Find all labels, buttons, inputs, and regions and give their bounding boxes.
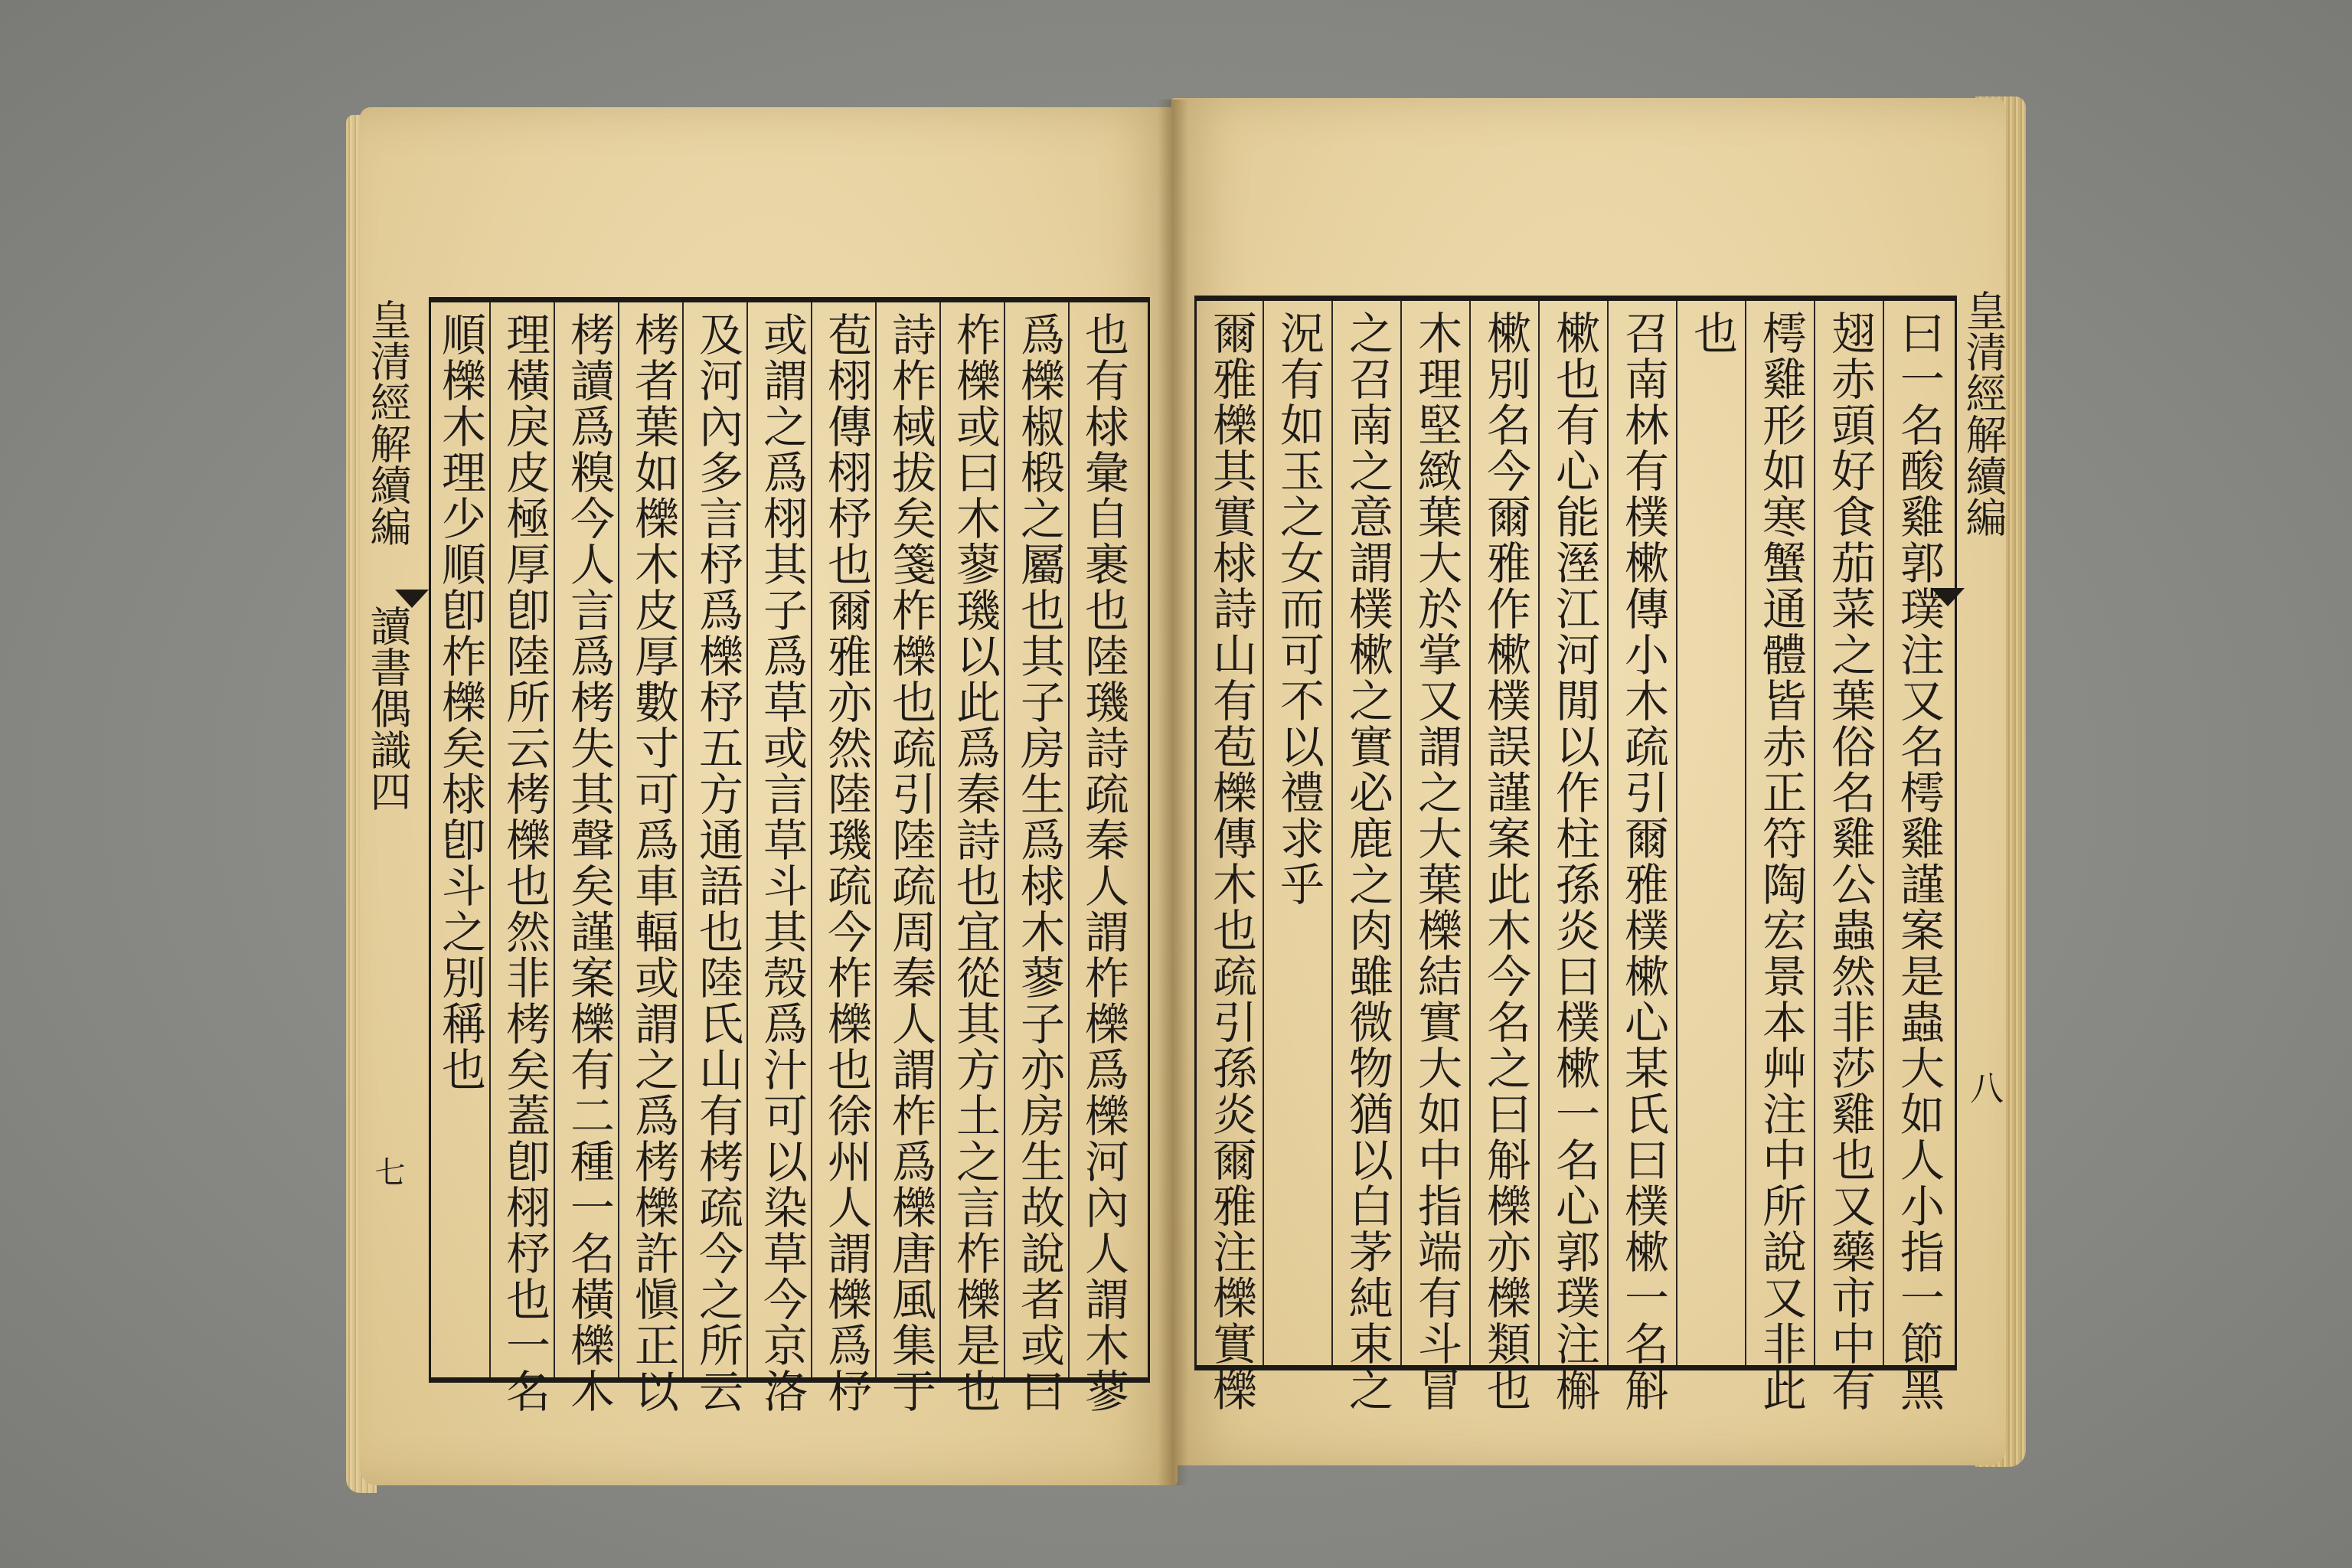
right-text-column: 也 [1686,310,1738,356]
left-margin-page-number: 七 [370,1156,405,1187]
left-text-column: 詩柞棫拔矣箋柞櫟也疏引陸疏周秦人謂柞爲櫟唐風集于 [884,312,936,1414]
left-text-column: 或謂之爲栩其子爲草或言草斗其殼爲汁可以染草今京洛 [756,312,808,1414]
left-margin-subtitle: 讀書偶識四 [364,605,412,812]
left-text-column: 柞櫟或曰木蓼璣以此爲秦詩也宜從其方土之言柞櫟是也 [949,312,1001,1414]
left-text-column: 爲櫟椒椴之屬也其子房生爲梂木蓼子亦房生故說者或曰 [1013,312,1065,1414]
right-text-column: 樕也有心能溼江河閒以作柱孫炎曰樸樕一名心郭璞注槲 [1548,310,1600,1413]
left-text-column: 苞栩傳栩杼也爾雅亦然陸璣疏今柞櫟也徐州人謂櫟爲杼 [820,312,872,1414]
left-margin-title: 皇清經解續編 [364,299,412,547]
right-text-column: 之召南之意謂樸樕之實必鹿之肉雖微物猶以白茅純束之 [1341,310,1393,1413]
right-text-column: 翅赤頭好食茄菜之葉俗名雞公蟲然非莎雞也又藥市中有 [1824,310,1876,1413]
right-text-column: 召南林有樸樕傳小木疏引爾雅樸樕心某氏曰樸樕一名斛 [1617,310,1669,1413]
right-margin-page-number: 八 [1964,1070,2003,1104]
book-gutter [1158,100,1188,1485]
left-text-block [429,297,1150,1414]
left-text-column: 栲讀爲糗今人言爲栲失其聲矣謹案櫟有二種一名橫櫟木 [563,312,615,1414]
left-text-column: 順櫟木理少順卽柞櫟矣梂卽斗之別稱也 [434,312,486,1093]
left-text-column: 栲者葉如櫟木皮厚數寸可爲車輻或謂之爲栲櫟許愼正以 [627,312,679,1414]
left-text-column: 也有梂彙自裹也陸璣詩疏秦人謂柞櫟爲櫟河內人謂木蓼 [1077,312,1129,1414]
right-text-column: 曰一名酸雞郭璞注又名樗雞謹案是蟲大如人小指一節黑 [1893,310,1945,1413]
right-text-block [1194,296,1957,1413]
left-text-column: 及河內多言杼爲櫟杼五方通語也陸氏山有栲疏今之所云 [691,312,743,1414]
right-text-column: 樗雞形如寒蟹通體皆赤正符陶宏景本艸注中所說又非此 [1755,310,1807,1413]
left-text-column: 理橫戾皮極厚卽陸所云栲櫟也然非栲矣蓋卽栩杼也一名 [498,312,550,1414]
right-margin-title: 皇清經解續編 [1959,289,2007,537]
right-fishtail-mark [1931,588,1965,606]
right-text-column: 況有如玉之女而可不以禮求乎 [1272,310,1325,907]
left-fishtail-mark [395,590,429,608]
right-text-column: 爾雅櫟其實梂詩山有苞櫟傳木也疏引孫炎爾雅注櫟實櫟 [1205,310,1257,1413]
right-text-column: 木理堅緻葉大於掌又謂之大葉櫟結實大如中指端有斗冒 [1410,310,1462,1413]
right-text-column: 樕別名今爾雅作樕樸誤謹案此木今名之曰斛櫟亦櫟類也 [1479,310,1531,1413]
